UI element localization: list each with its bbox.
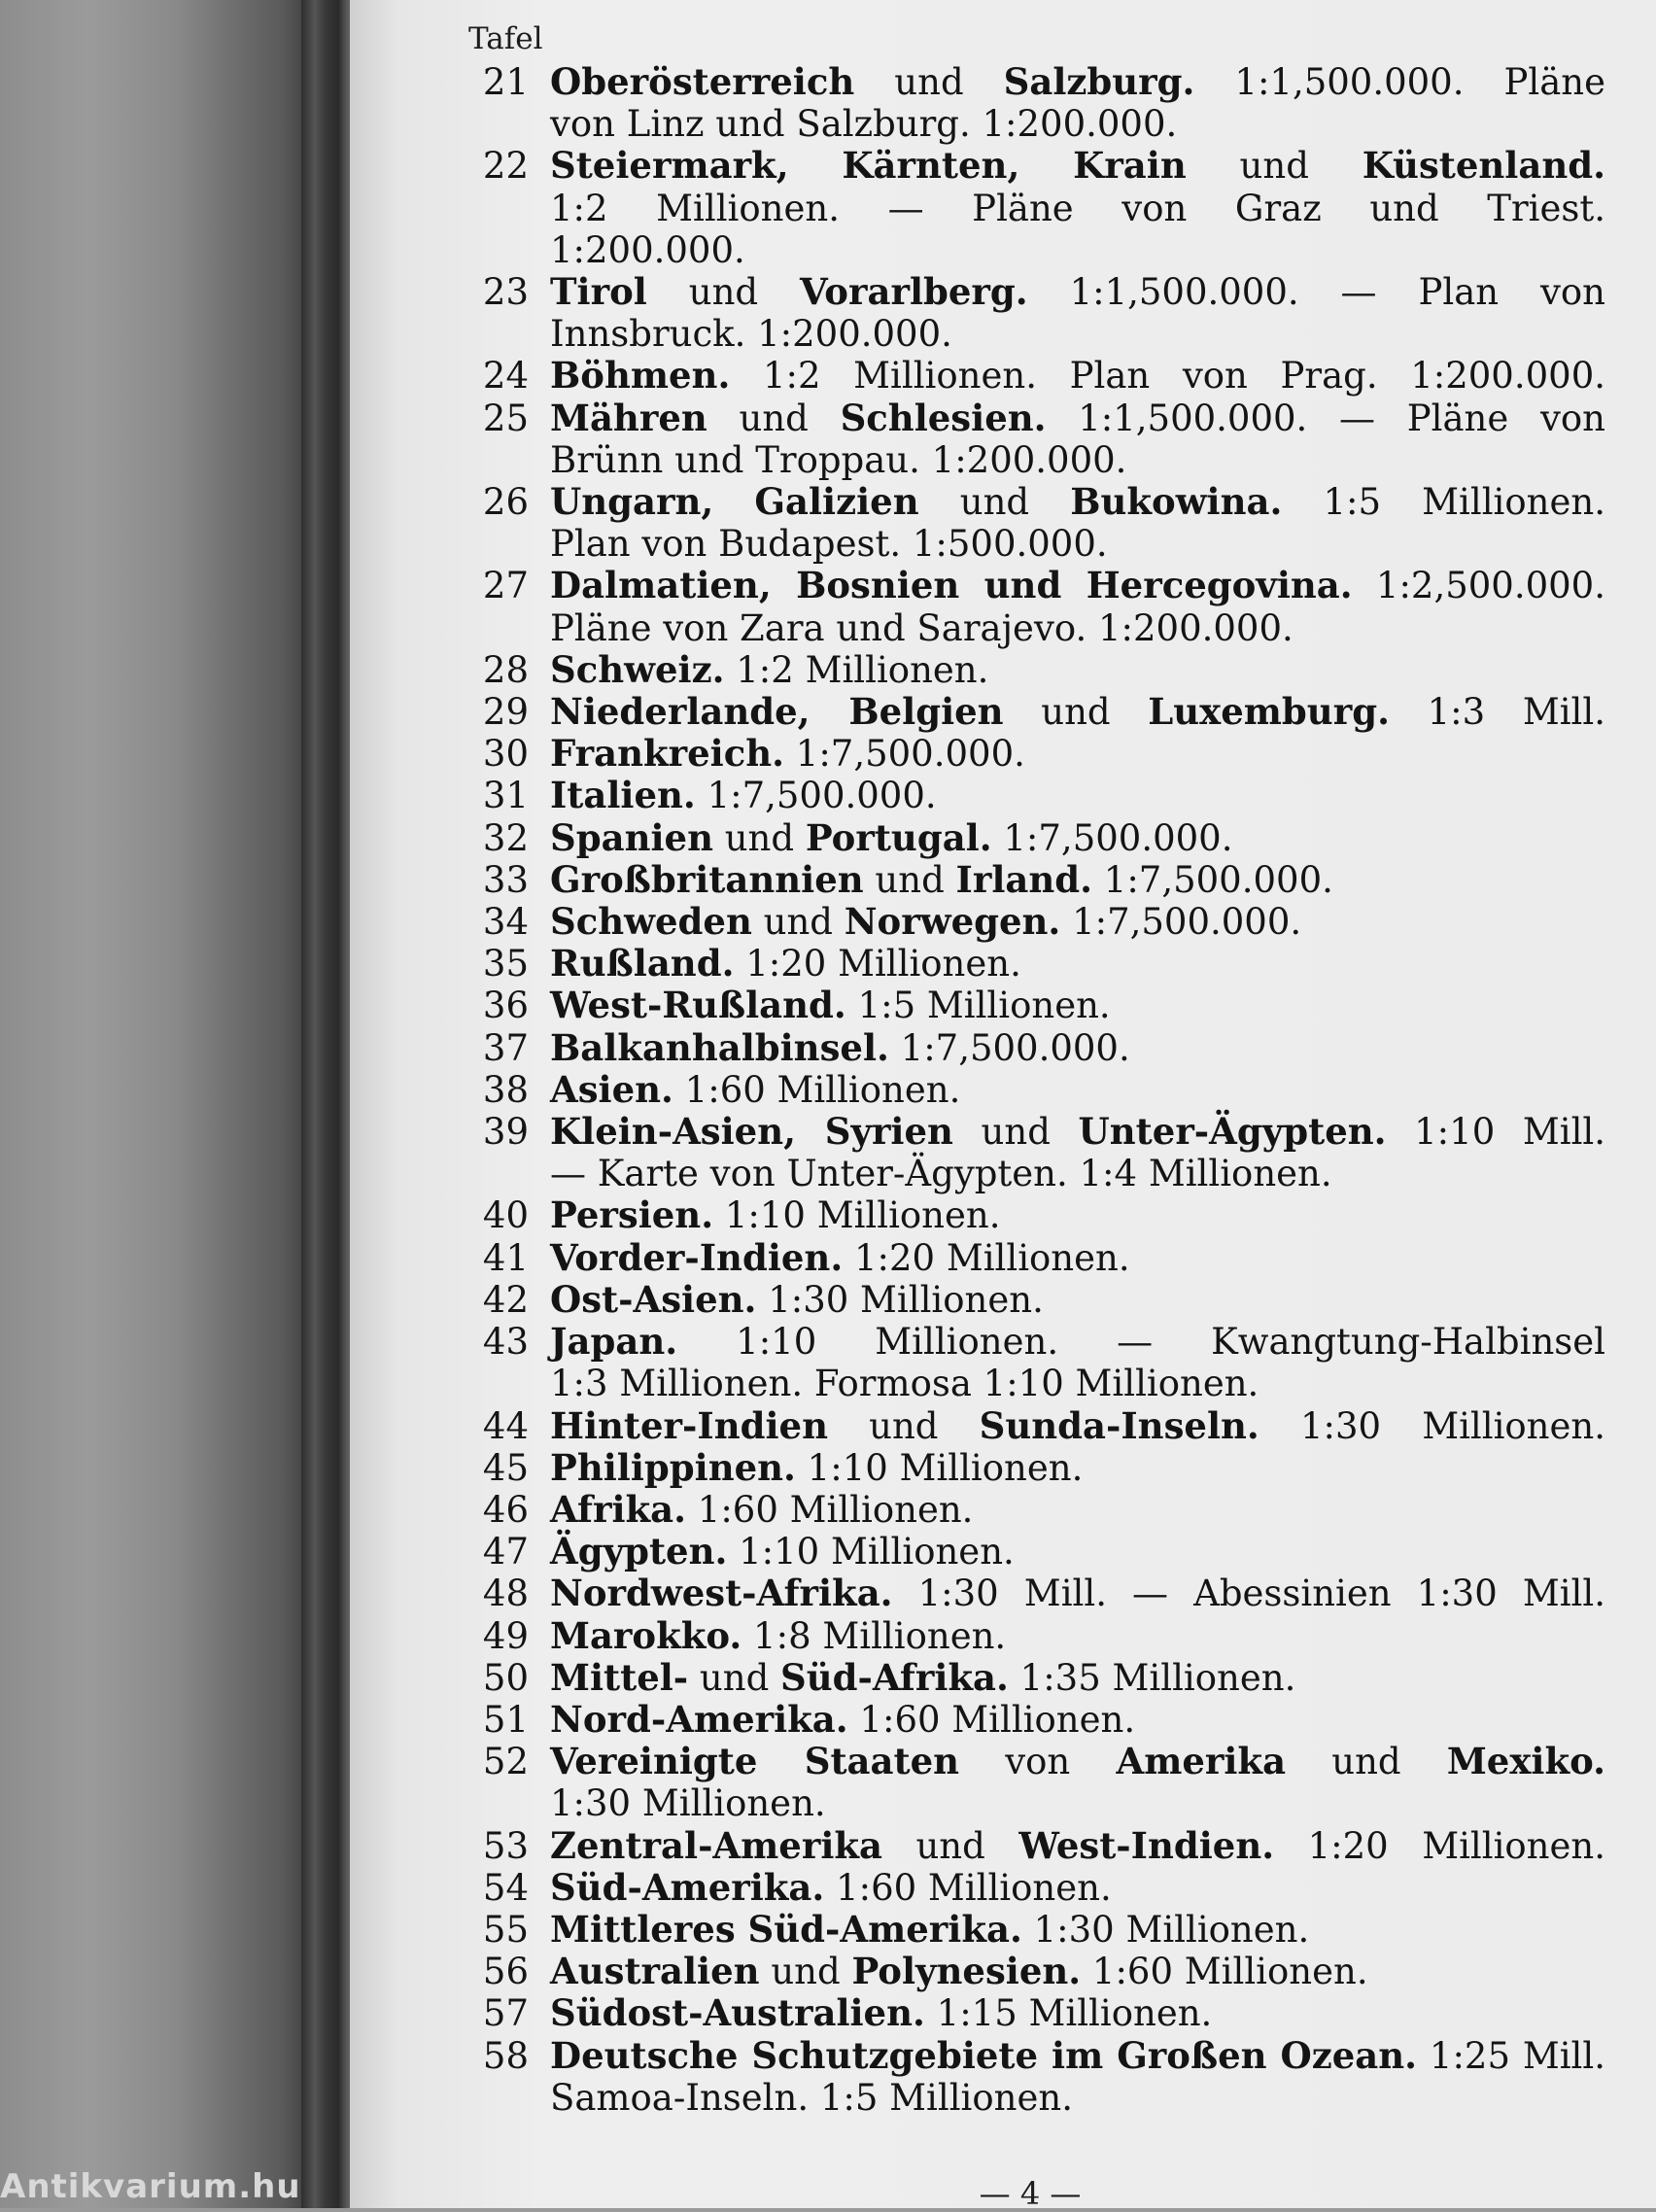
plate-number: 31 xyxy=(482,775,529,817)
entry-text: 1:2 Millionen. Plan von Prag. 1:200.000. xyxy=(730,355,1605,397)
entry-text-line xyxy=(550,481,1605,523)
entry-text: 1:1,500.000. — Plan von xyxy=(1027,271,1605,314)
region-name: Spanien xyxy=(550,815,713,859)
list-item xyxy=(468,649,1605,691)
entry-text: 1:60 Millionen. xyxy=(686,1488,974,1531)
region-name: Asien. xyxy=(550,1067,673,1111)
entry-text: und xyxy=(759,1951,852,1993)
region-name: West-Indien. xyxy=(1018,1823,1275,1867)
entry-text-line xyxy=(550,607,1605,649)
list-item xyxy=(468,1992,1605,2034)
entry-text-line xyxy=(550,775,1605,816)
entry-text-line xyxy=(550,2035,1605,2077)
entry-text-line xyxy=(550,1741,1605,1782)
region-name: Tirol xyxy=(550,270,647,314)
region-name: Unter-Ägypten. xyxy=(1078,1110,1387,1154)
entry-text-line xyxy=(550,1909,1605,1951)
entry-text: 1:30 Millionen. xyxy=(1259,1404,1605,1447)
region-name: Galizien xyxy=(754,480,919,524)
region-name: Sunda-Inseln. xyxy=(979,1403,1259,1447)
entry-text-line xyxy=(550,145,1605,187)
entry-text: und xyxy=(688,1656,781,1699)
list-item xyxy=(468,775,1605,816)
region-name: Großbritannien xyxy=(550,857,864,901)
region-name: Polynesien. xyxy=(851,1950,1082,1993)
entry-text: 1:7,500.000. xyxy=(1060,901,1302,944)
entry-text: 1:15 Millionen. xyxy=(924,1992,1213,2035)
region-name: Küstenland. xyxy=(1362,144,1605,188)
entry-text-line xyxy=(550,1447,1605,1489)
entry-text-line xyxy=(550,523,1605,565)
entry-text-line xyxy=(550,1657,1605,1699)
entry-text-line xyxy=(550,313,1605,355)
region-name: Schlesien. xyxy=(840,396,1047,439)
entry-text-line xyxy=(550,817,1605,859)
entry-text: 1:10 Millionen. — Kwangtung-Halbinsel xyxy=(677,1321,1605,1364)
plate-number: 35 xyxy=(482,943,529,985)
entry-text: 1:7,500.000. xyxy=(1092,858,1333,901)
entry-text: 1:2 Millionen. xyxy=(724,648,989,691)
plate-number: 56 xyxy=(482,1951,529,1993)
entry-text: 1:30 Millionen. xyxy=(1021,1908,1310,1951)
plate-number: 36 xyxy=(482,985,529,1027)
region-name: Oberösterreich xyxy=(550,60,855,103)
entry-text: 1:10 Millionen. xyxy=(795,1446,1084,1489)
list-item xyxy=(468,1825,1605,1867)
table-of-contents-list xyxy=(468,61,1605,2119)
list-item xyxy=(468,1194,1605,1236)
region-name: Böhmen. xyxy=(550,354,731,397)
list-item xyxy=(468,1279,1605,1321)
region-name: Frankreich. xyxy=(550,732,785,776)
plate-number: 26 xyxy=(482,481,529,524)
entry-text: 1:7,500.000. xyxy=(991,816,1233,859)
book-spine-gutter xyxy=(301,0,355,2208)
list-item xyxy=(468,1867,1605,1909)
plate-number: 21 xyxy=(482,61,529,103)
region-name: Bukowina. xyxy=(1070,480,1283,524)
list-item xyxy=(468,943,1605,985)
region-name: Philippinen. xyxy=(550,1445,796,1489)
list-item xyxy=(468,1111,1605,1194)
entry-text: und xyxy=(863,858,956,901)
region-name: Vorarlberg. xyxy=(800,270,1028,314)
entry-text-line xyxy=(550,1531,1605,1573)
plate-number: 49 xyxy=(482,1614,529,1657)
plate-number: 47 xyxy=(482,1531,529,1573)
watermark-text: Antikvarium.hu xyxy=(0,2167,301,2206)
list-item xyxy=(468,1615,1605,1657)
entry-text: und xyxy=(646,271,800,314)
plate-number: 24 xyxy=(482,355,529,397)
entry-text-line xyxy=(550,1111,1605,1153)
list-item xyxy=(468,1027,1605,1069)
entry-text: 1:60 Millionen. xyxy=(673,1068,961,1111)
entry-text: 1:20 Millionen. xyxy=(843,1236,1130,1279)
page-number: — 4 — xyxy=(979,2175,1082,2212)
plate-number: 53 xyxy=(482,1824,529,1867)
entry-text-line xyxy=(550,733,1605,775)
list-item xyxy=(468,355,1605,397)
column-header-tafel: Tafel xyxy=(468,21,543,56)
entry-text: 1:3 Mill. xyxy=(1389,691,1605,734)
entry-text: — Karte von Unter-Ägypten. 1:4 Millionen. xyxy=(550,1153,1332,1195)
entry-text: 1:30 Millionen. xyxy=(550,1782,826,1825)
entry-text: 1:7,500.000. xyxy=(695,775,937,817)
entry-text: 1:5 Millionen. xyxy=(845,985,1111,1027)
plate-number: 57 xyxy=(482,1992,529,2035)
region-name: Rußland. xyxy=(550,942,735,985)
region-name: Deutsche Schutzgebiete im Großen Ozean. xyxy=(550,2033,1418,2077)
list-item xyxy=(468,481,1605,565)
region-name: Mähren xyxy=(550,396,707,439)
region-name: Marokko. xyxy=(550,1613,742,1657)
entry-text: von Linz und Salzburg. 1:200.000. xyxy=(550,103,1178,146)
entry-text-line xyxy=(550,985,1605,1026)
entry-text-line xyxy=(550,1992,1605,2034)
plate-number: 44 xyxy=(482,1404,529,1447)
entry-text-line xyxy=(550,565,1605,606)
entry-text: 1:1,500.000. — Pläne von xyxy=(1046,397,1605,439)
region-name: Ost-Asien. xyxy=(550,1277,757,1321)
entry-text: 1:35 Millionen. xyxy=(1008,1656,1296,1699)
plate-number: 23 xyxy=(482,271,529,314)
plate-number: 46 xyxy=(482,1488,529,1531)
entry-text-line xyxy=(550,1237,1605,1279)
region-name: Mittleres Süd-Amerika. xyxy=(550,1907,1022,1951)
region-name: Schweiz. xyxy=(550,647,725,691)
region-name: Irland. xyxy=(955,857,1093,901)
entry-text: 1:8 Millionen. xyxy=(742,1614,1007,1657)
entry-text: 1:60 Millionen. xyxy=(1081,1951,1368,1993)
list-item xyxy=(468,1237,1605,1279)
entry-text: 1:10 Millionen. xyxy=(713,1194,1001,1237)
list-item xyxy=(468,1699,1605,1741)
region-name: Ungarn, xyxy=(550,480,714,524)
region-name: Portugal. xyxy=(805,815,992,859)
entry-text: 1:7,500.000. xyxy=(784,733,1025,776)
region-name: Nordwest-Afrika. xyxy=(550,1572,893,1615)
region-name: West-Rußland. xyxy=(550,984,846,1027)
plate-number: 48 xyxy=(482,1573,529,1615)
region-name: Mittel- xyxy=(550,1655,689,1699)
entry-text-line xyxy=(550,1489,1605,1531)
plate-number: 37 xyxy=(482,1026,529,1069)
plate-number: 50 xyxy=(482,1656,529,1699)
list-item xyxy=(468,1909,1605,1951)
region-name: Italien. xyxy=(550,774,696,817)
entry-text: Brünn und Troppau. 1:200.000. xyxy=(550,438,1127,481)
region-name: Afrika. xyxy=(550,1487,687,1531)
entry-text: 1:1,500.000. Pläne xyxy=(1194,61,1605,103)
region-name: Luxemburg. xyxy=(1148,690,1390,734)
list-item xyxy=(468,1657,1605,1699)
plate-number: 32 xyxy=(482,816,529,859)
list-item xyxy=(468,859,1605,901)
entry-text: und xyxy=(918,481,1071,524)
list-item xyxy=(468,733,1605,775)
plate-number: 38 xyxy=(482,1068,529,1111)
list-item xyxy=(468,1069,1605,1111)
plate-number: 22 xyxy=(482,145,529,188)
region-name: Norwegen. xyxy=(844,900,1061,944)
plate-number: 52 xyxy=(482,1741,529,1783)
plate-number: 41 xyxy=(482,1236,529,1279)
region-name: Zentral-Amerika xyxy=(550,1823,882,1867)
plate-number: 51 xyxy=(482,1698,529,1741)
entry-text-line xyxy=(550,2077,1605,2119)
region-name: Krain xyxy=(1073,144,1187,188)
entry-text-line xyxy=(550,188,1605,229)
list-item xyxy=(468,1741,1605,1824)
entry-text-line xyxy=(550,1825,1605,1867)
entry-text-line xyxy=(550,1069,1605,1111)
entry-text: und xyxy=(952,1111,1079,1154)
list-item xyxy=(468,1405,1605,1447)
entry-text: und xyxy=(827,1404,980,1447)
list-item xyxy=(468,2035,1605,2119)
entry-text-line xyxy=(550,859,1605,901)
entry-text-line xyxy=(550,61,1605,103)
list-item xyxy=(468,271,1605,355)
entry-text: und xyxy=(1186,145,1363,188)
entry-text: 1:20 Millionen. xyxy=(1274,1824,1605,1867)
entry-text-line xyxy=(550,1573,1605,1614)
region-name: Australien xyxy=(550,1950,760,1993)
entry-text: von xyxy=(959,1741,1117,1783)
entry-text: und xyxy=(854,61,1004,103)
entry-text xyxy=(789,145,843,187)
entry-text-line xyxy=(550,691,1605,733)
entry-text: und xyxy=(707,397,841,439)
plate-number: 33 xyxy=(482,858,529,901)
entry-text: 1:30 Mill. — Abessinien 1:30 Mill. xyxy=(892,1573,1605,1615)
list-item xyxy=(468,1447,1605,1489)
entry-text: 1:3 Millionen. Formosa 1:10 Millionen. xyxy=(550,1363,1259,1405)
entry-text: 1:2 Millionen. — Pläne von Graz und Triest. xyxy=(550,187,1605,229)
entry-text-line xyxy=(550,103,1605,145)
entry-text: 1:10 Millionen. xyxy=(727,1531,1015,1573)
entry-text: und xyxy=(712,816,806,859)
plate-number: 58 xyxy=(482,2034,529,2077)
entry-text-line xyxy=(550,901,1605,943)
entry-text-line xyxy=(550,1027,1605,1069)
entry-text: und xyxy=(881,1824,1019,1867)
list-item xyxy=(468,565,1605,648)
list-item xyxy=(468,1489,1605,1531)
entry-text: und xyxy=(1003,691,1149,734)
region-name: Amerika xyxy=(1116,1740,1287,1783)
region-name: Klein-Asien, Syrien xyxy=(550,1110,953,1154)
region-name: Vereinigte Staaten xyxy=(550,1740,960,1783)
plate-number: 30 xyxy=(482,733,529,776)
book-cover-edge xyxy=(0,0,311,2208)
region-name: Süd-Afrika. xyxy=(780,1655,1009,1699)
list-item xyxy=(468,901,1605,943)
entry-text xyxy=(1019,145,1073,187)
list-item xyxy=(468,1951,1605,1992)
entry-text-line xyxy=(550,1615,1605,1657)
entry-text-line xyxy=(550,355,1605,397)
plate-number: 39 xyxy=(482,1111,529,1154)
entry-text-line xyxy=(550,943,1605,985)
entry-text-line xyxy=(550,1782,1605,1824)
entry-text: 1:30 Millionen. xyxy=(756,1278,1044,1321)
region-name: Niederlande, Belgien xyxy=(550,690,1004,734)
entry-text-line xyxy=(550,1194,1605,1236)
plate-number: 27 xyxy=(482,565,529,607)
entry-text: und xyxy=(1286,1741,1447,1783)
entry-text: Plan von Budapest. 1:500.000. xyxy=(550,523,1108,566)
region-name: Ägypten. xyxy=(550,1530,728,1573)
entry-text xyxy=(713,481,754,523)
region-name: Nord-Amerika. xyxy=(550,1697,848,1741)
plate-number: 45 xyxy=(482,1446,529,1489)
region-name: Steiermark, xyxy=(550,144,789,188)
entry-text: 1:25 Mill. xyxy=(1417,2034,1605,2077)
list-item xyxy=(468,817,1605,859)
list-item xyxy=(468,1321,1605,1404)
region-name: Vorder-Indien. xyxy=(550,1235,844,1279)
plate-number: 28 xyxy=(482,648,529,691)
entry-text: Samoa-Inseln. 1:5 Millionen. xyxy=(550,2076,1073,2119)
entry-text-line xyxy=(550,439,1605,481)
plate-number: 55 xyxy=(482,1908,529,1951)
region-name: Schweden xyxy=(550,900,752,944)
entry-text-line xyxy=(550,1321,1605,1363)
plate-number: 54 xyxy=(482,1866,529,1909)
entry-text-line xyxy=(550,1867,1605,1909)
entry-text: 1:60 Millionen. xyxy=(847,1698,1136,1741)
entry-text-line xyxy=(550,1405,1605,1447)
entry-text-line xyxy=(550,229,1605,271)
entry-text-line xyxy=(550,397,1605,439)
list-item xyxy=(468,691,1605,733)
entry-text-line xyxy=(550,1951,1605,1992)
plate-number: 29 xyxy=(482,691,529,734)
plate-number: 42 xyxy=(482,1278,529,1321)
list-item xyxy=(468,1573,1605,1614)
entry-text: Pläne von Zara und Sarajevo. 1:200.000. xyxy=(550,606,1294,649)
region-name: Salzburg. xyxy=(1003,60,1195,103)
region-name: Süd-Amerika. xyxy=(550,1865,825,1909)
region-name: Persien. xyxy=(550,1193,714,1237)
list-item xyxy=(468,397,1605,481)
region-name: Südost-Australien. xyxy=(550,1991,925,2035)
entry-text: Innsbruck. 1:200.000. xyxy=(550,313,952,356)
entry-text: und xyxy=(751,901,845,944)
entry-text: 1:7,500.000. xyxy=(888,1026,1130,1069)
plate-number: 25 xyxy=(482,397,529,439)
list-item xyxy=(468,1531,1605,1573)
entry-text-line xyxy=(550,271,1605,313)
entry-text: 1:10 Mill. xyxy=(1386,1111,1605,1154)
region-name: Mexiko. xyxy=(1446,1740,1605,1783)
region-name: Japan. xyxy=(550,1320,678,1364)
region-name: Balkanhalbinsel. xyxy=(550,1025,889,1069)
entry-text: 1:20 Millionen. xyxy=(734,943,1021,985)
entry-text-line xyxy=(550,649,1605,691)
entry-text: 1:2,500.000. xyxy=(1352,565,1605,607)
entry-text: 1:60 Millionen. xyxy=(824,1866,1112,1909)
entry-text-line xyxy=(550,1279,1605,1321)
list-item xyxy=(468,145,1605,271)
entry-text-line xyxy=(550,1363,1605,1404)
plate-number: 43 xyxy=(482,1321,529,1364)
region-name: Kärnten, xyxy=(842,144,1020,188)
list-item xyxy=(468,61,1605,145)
entry-text: 1:5 Millionen. xyxy=(1282,481,1605,524)
region-name: Hinter-Indien xyxy=(550,1403,828,1447)
entry-text-line xyxy=(550,1699,1605,1741)
plate-number: 40 xyxy=(482,1194,529,1237)
entry-text: 1:200.000. xyxy=(550,228,745,271)
plate-number: 34 xyxy=(482,901,529,944)
entry-text-line xyxy=(550,1153,1605,1194)
region-name: Dalmatien, Bosnien und Hercegovina. xyxy=(550,564,1353,607)
list-item xyxy=(468,985,1605,1026)
